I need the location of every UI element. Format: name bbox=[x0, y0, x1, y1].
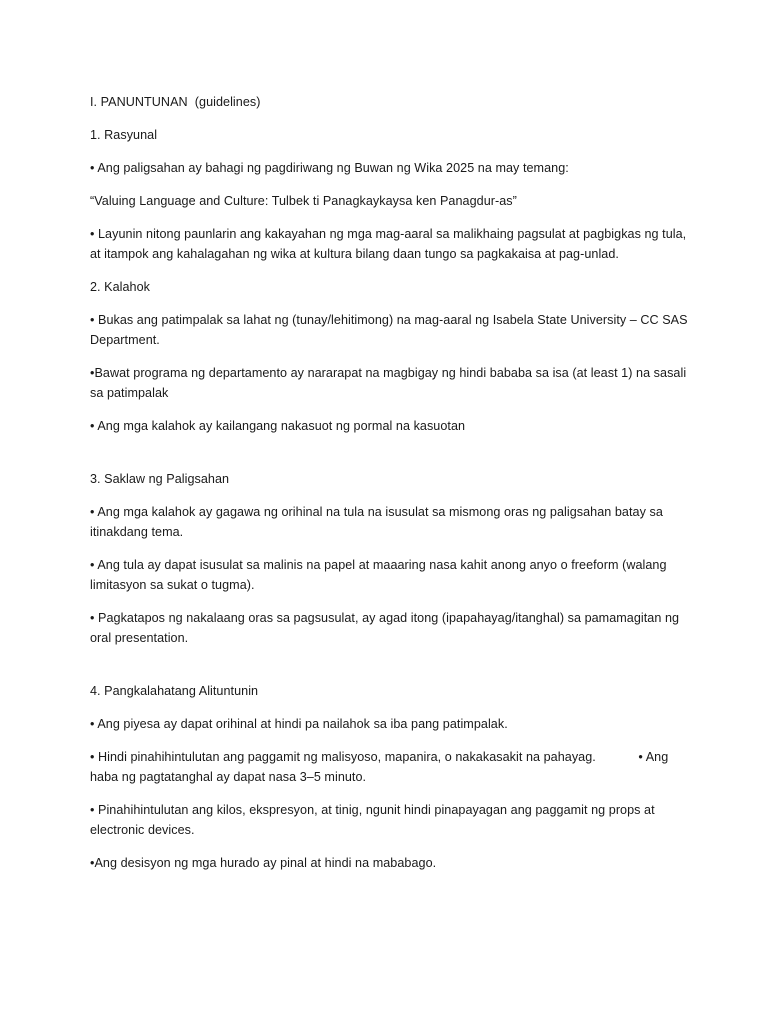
theme-quote: “Valuing Language and Culture: Tulbek ti Panagkaykaysa ken Panagdur-as” bbox=[90, 194, 517, 208]
section-heading-rasyunal: 1. Rasyunal bbox=[90, 128, 158, 142]
section-heading-kalahok: 2. Kalahok bbox=[90, 280, 151, 294]
document-title: I. PANUNTUNAN (guidelines) bbox=[90, 95, 261, 109]
paragraph: •Bawat programa ng departamento ay nararapat na magbigay ng hindi bababa sa isa (at least 1) na sasali sa patimpalak bbox=[90, 366, 690, 400]
section-heading-saklaw: 3. Saklaw ng Paligsahan bbox=[90, 472, 230, 486]
paragraph: • Layunin nitong paunlarin ang kakayahan ng mga mag-aaral sa malikhaing pagsulat at pagbigkas ng tula, at itampok ang kahalagahan ng wika at kultura bilang daan tungo sa pagkakaisa at pag-unlad. bbox=[90, 227, 690, 261]
blank-line bbox=[90, 661, 690, 681]
paragraph: • Pagkatapos ng nakalaang oras sa pagsusulat, ay agad itong (ipapahayag/itanghal) sa pamamagitan ng oral presentation. bbox=[90, 611, 683, 645]
paragraph: • Ang piyesa ay dapat orihinal at hindi pa nailahok sa iba pang patimpalak. bbox=[90, 717, 508, 731]
paragraph: • Ang tula ay dapat isusulat sa malinis na papel at maaaring nasa kahit anong anyo o freeform (walang limitasyon sa sukat o tugma). bbox=[90, 558, 671, 592]
paragraph: • Ang paligsahan ay bahagi ng pagdiriwang ng Buwan ng Wika 2025 na may temang: bbox=[90, 161, 569, 175]
paragraph: • Ang mga kalahok ay gagawa ng orihinal na tula na isusulat sa mismong oras ng paligsahan batay sa itinakdang tema. bbox=[90, 505, 667, 539]
document-body bbox=[90, 92, 690, 886]
paragraph: • Ang mga kalahok ay kailangang nakasuot ng pormal na kasuotan bbox=[90, 419, 466, 433]
blank-line bbox=[90, 449, 690, 469]
paragraph: • Bukas ang patimpalak sa lahat ng (tunay/lehitimong) na mag-aaral ng Isabela State University – CC SAS Department. bbox=[90, 313, 692, 347]
paragraph: •Ang desisyon ng mga hurado ay pinal at hindi na mababago. bbox=[90, 856, 437, 870]
paragraph: • Hindi pinahihintulutan ang paggamit ng malisyoso, mapanira, o nakakasakit na pahayag. • Ang haba ng pagtatanghal ay dapat nasa 3–5 minuto. bbox=[90, 750, 672, 784]
paragraph: • Pinahihintulutan ang kilos, ekspresyon, at tinig, ngunit hindi pinapayagan ang paggamit ng props at electronic devices. bbox=[90, 803, 659, 837]
section-heading-alituntunin: 4. Pangkalahatang Alituntunin bbox=[90, 684, 259, 698]
